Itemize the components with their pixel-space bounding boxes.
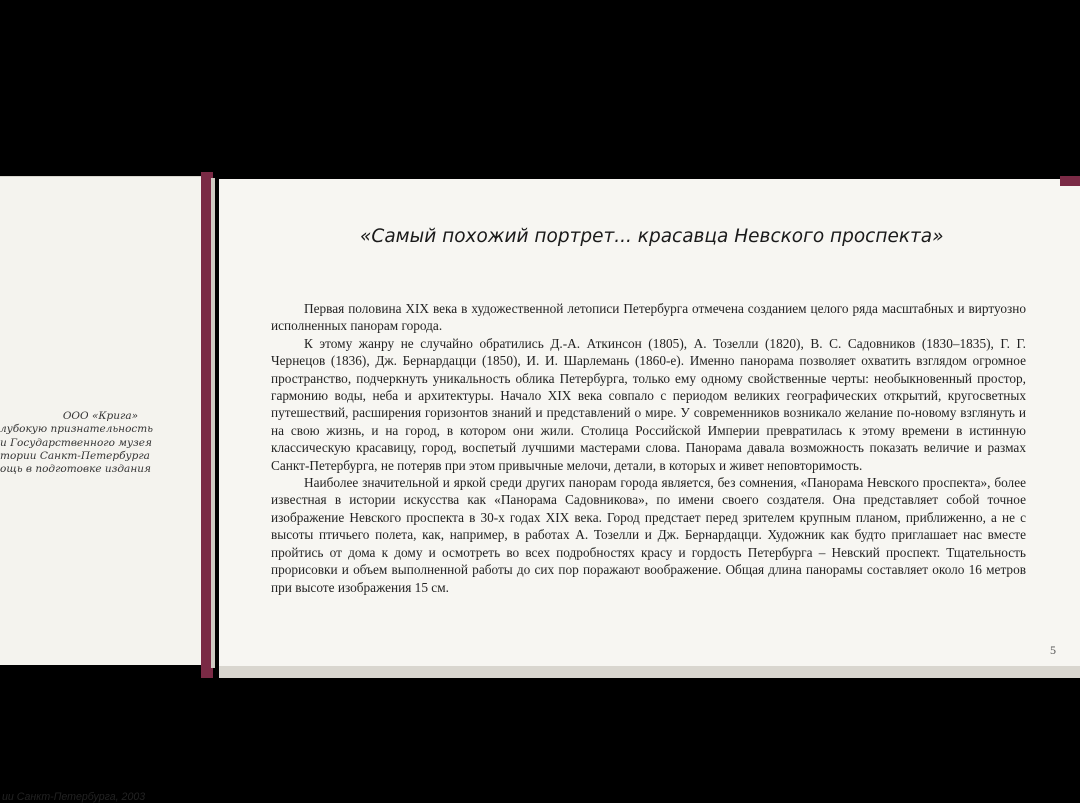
ack-line: ощь в подготовке издания bbox=[0, 463, 151, 476]
copyright-line: ии Санкт-Петербурга, 2003 bbox=[2, 791, 146, 803]
ack-line: лубокую признательность bbox=[0, 423, 153, 436]
cover-corner bbox=[1060, 176, 1080, 186]
ack-line: тории Санкт-Петербурга bbox=[0, 449, 150, 462]
chapter-title: «Самый похожий портрет... красавца Невского проспекта» bbox=[360, 226, 944, 247]
ack-line: ООО «Крига» bbox=[62, 410, 138, 422]
page-gutter bbox=[211, 178, 215, 668]
page-bottom-edge bbox=[219, 666, 1080, 678]
paragraph: Наиболее значительной и яркой среди других панорам города является, без сомнения, «Панорама Невского проспекта», более известная в истории искусства как «Панорама Садовникова», по имени своего создателя. Она представляет собой точное изображение Невского проспекта в 30-х годах XIX века. Город предстает перед зрителем крупным планом, приближенно, а не с высоты птичьего полета, как, например, в работах А. Тозелли и Дж. Бернардацци. Художник как будто приглашает нас вместе пройтись от дома к дому и осмотреть во всех подробностях красу и гордость Петербурга – Невский проспект. Тщательность прорисовки и объем выполненной работы до сих пор поражают воображение. Общая длина панорамы составляет около 16 метров при высоте изображения 15 см. bbox=[271, 475, 1026, 595]
page-number: 5 bbox=[1050, 643, 1056, 657]
body-text bbox=[271, 300, 1026, 596]
paragraph: Первая половина XIX века в художественной летописи Петербурга отмечена созданием целого ряда масштабных и виртуозно исполненных панорам города. bbox=[271, 301, 1026, 334]
ack-line: и Государственного музея bbox=[0, 436, 152, 449]
paragraph: К этому жанру не случайно обратились Д.-А. Аткинсон (1805), А. Тозелли (1820), В. С. Садовников (1830–1835), Г. Г. Чернецов (1836), Дж. Бернардацци (1850), И. И. Шарлемань (1860-е). Именно панорама позволяет охватить взглядом огромное пространство, подчеркнуть уникальность облика Петербурга, только ему одному свойственные черты: необыкновенный простор, гармонию воды, неба и архитектуры. Начало XIX века совпало с периодом великих географических открытий, кругосветных путешествий, расширения горизонтов знаний и представлений о мире. У современников возникало желание по-новому взглянуть и на свою жизнь, и на город, в котором они жили. Столица Российской Империи превратилась к этому времени в истинную классическую красавицу, город, воспетый лучшими мастерами слова. Панорама давала возможность показать величие и размах Санкт-Петербурга, не потеряв при этом привычные мелочи, детали, в которых и живет неповторимость. bbox=[271, 335, 1026, 473]
left-page bbox=[0, 176, 211, 803]
acknowledgment-block bbox=[0, 410, 153, 476]
